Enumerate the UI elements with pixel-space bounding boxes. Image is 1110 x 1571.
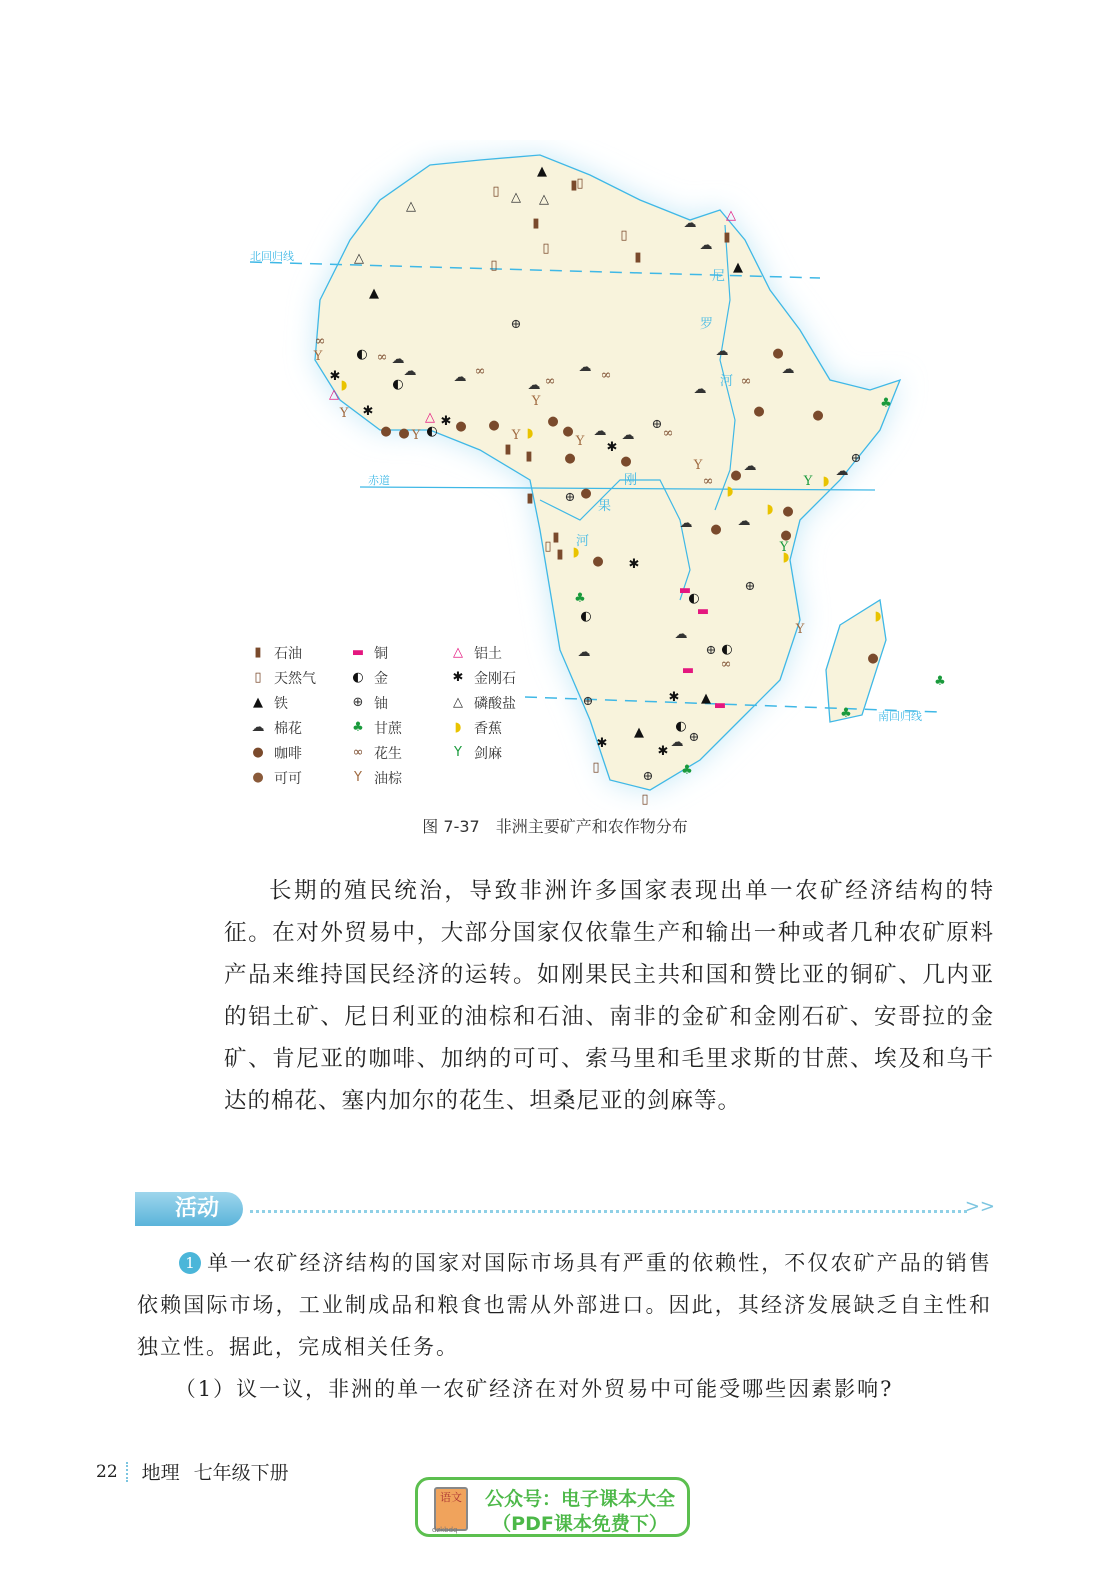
uranium-icon: ⊕ (642, 769, 654, 784)
oil-palm-icon: Y (693, 458, 703, 473)
legend-item-bauxite (450, 642, 550, 663)
bauxite-icon: △ (329, 387, 339, 402)
item-number-badge: 1 (179, 1252, 201, 1274)
coffee-icon: ● (592, 554, 604, 569)
coffee-icon: ● (620, 454, 632, 469)
congo-label-2: 果 (598, 499, 612, 514)
oil-palm-icon: Y (354, 770, 362, 785)
coffee-icon: ● (730, 468, 742, 483)
peanut-icon: ∞ (376, 350, 388, 365)
page-footer (96, 1458, 289, 1485)
sugarcane-icon: ♣ (880, 396, 892, 411)
copper-icon: ▬ (351, 645, 365, 660)
gold-icon: ◐ (392, 377, 404, 392)
natural-gas-icon: ▯ (544, 539, 552, 554)
legend-label: 可可 (274, 770, 302, 787)
oil-icon: ▮ (723, 230, 731, 245)
sisal-icon: Y (803, 474, 813, 489)
natural-gas-icon: ▯ (641, 792, 649, 807)
cotton-icon: ☁ (251, 720, 265, 735)
grade: 七年级下册 (193, 1462, 289, 1484)
diamond-icon: ✱ (452, 670, 464, 685)
oil-icon: ▮ (552, 530, 560, 545)
sisal-icon: Y (454, 745, 462, 760)
congo-label-3: 河 (576, 534, 590, 549)
body-paragraph: 长期的殖民统治，导致非洲许多国家表现出单一农矿经济结构的特征。在对外贸易中，大部分国家仅依靠生产和输出一种或者几种农矿原料产品来维持国民经济的运转。如刚果民主共和国和赞比亚的铜矿、几内亚的铝土矿、尼日利亚的油棕和石油、南非的金矿和金刚石矿、安哥拉的金矿、肯尼亚的咖啡、加纳的可可、索马里和毛里求斯的甘蔗、埃及和乌干达的棉花、塞内加尔的花生、坦桑尼亚的剑麻等。 (224, 878, 994, 1114)
oil-palm-icon: Y (531, 394, 541, 409)
cotton-icon: ☁ (699, 238, 713, 253)
book-icon: 语文 (434, 1487, 468, 1531)
uranium-icon: ⊕ (850, 451, 862, 466)
arrow-icon: >> (964, 1196, 995, 1217)
cotton-icon: ☁ (453, 370, 467, 385)
natural-gas-icon: ▯ (492, 184, 500, 199)
cocoa-icon: ● (252, 770, 264, 785)
uranium-icon: ⊕ (564, 490, 576, 505)
diamond-icon: ✱ (440, 414, 452, 429)
legend-item-peanut (350, 742, 450, 763)
bauxite-icon: △ (425, 410, 435, 425)
cotton-icon: ☁ (527, 378, 541, 393)
peanut-icon: ∞ (600, 368, 612, 383)
legend-item-copper (350, 642, 450, 663)
phosphate-icon: △ (539, 192, 549, 207)
gold-icon: ◐ (688, 591, 700, 606)
peanut-icon: ∞ (740, 374, 752, 389)
oil-icon: ▮ (504, 442, 512, 457)
oil-palm-icon: Y (511, 428, 521, 443)
phosphate-icon: △ (453, 695, 463, 710)
cotton-icon: ☁ (621, 428, 635, 443)
sugarcane-icon: ♣ (574, 591, 586, 606)
gold-icon: ◐ (721, 642, 733, 657)
coffee-icon: ● (753, 404, 765, 419)
legend-item-cotton (250, 717, 350, 738)
legend-item-sisal (450, 742, 550, 763)
legend-label: 油棕 (374, 770, 402, 787)
nile-label-1: 尼 (712, 269, 726, 284)
coffee-icon: ● (580, 486, 592, 501)
legend-label: 铝土 (474, 645, 502, 662)
activity-item-text: 单一农矿经济结构的国家对国际市场具有严重的依赖性，不仅农矿产品的销售依赖国际市场，工业制成品和粮食也需从外部进口。因此，其经济发展缺乏自主性和独立性。据此，完成相关任务。 (137, 1251, 992, 1359)
peanut-icon: ∞ (314, 334, 326, 349)
phosphate-icon: △ (511, 190, 521, 205)
legend-label: 甘蔗 (374, 720, 402, 737)
activity-question: （1）议一议，非洲的单一农矿经济在对外贸易中可能受哪些因素影响? (174, 1377, 894, 1401)
legend-label: 铀 (374, 695, 388, 712)
banana-icon: ◗ (782, 550, 790, 565)
iron-icon: ▲ (537, 164, 547, 179)
copper-icon: ▬ (713, 698, 727, 713)
bauxite-icon: △ (453, 645, 463, 660)
uranium-icon: ⊕ (688, 730, 700, 745)
legend-item-banana (450, 717, 550, 738)
legend-label: 铁 (274, 695, 288, 712)
phosphate-icon: △ (354, 251, 364, 266)
sisal-icon: Y (779, 540, 789, 555)
banana-icon: ◗ (454, 720, 462, 735)
diamond-icon: ✱ (329, 369, 341, 384)
legend-label: 咖啡 (274, 745, 302, 762)
gold-icon: ◐ (356, 347, 368, 362)
tropic-cancer-label: 北回归线 (250, 250, 294, 263)
legend-label: 棉花 (274, 720, 302, 737)
activity-header (135, 1192, 995, 1228)
legend-label: 金 (374, 670, 388, 687)
oil-palm-icon: Y (339, 406, 349, 421)
tropic-capricorn-label: 南回归线 (878, 710, 922, 723)
oil-icon: ▮ (532, 216, 540, 231)
legend-item-diamond (450, 667, 550, 688)
coffee-icon: ● (562, 424, 574, 439)
peanut-icon: ∞ (702, 474, 714, 489)
cotton-icon: ☁ (391, 352, 405, 367)
legend-label: 天然气 (274, 670, 316, 687)
uranium-icon: ⊕ (651, 417, 663, 432)
subject: 地理 (141, 1462, 180, 1484)
legend-item-uranium (350, 692, 450, 713)
uranium-icon: ⊕ (510, 317, 522, 332)
coffee-icon: ● (564, 451, 576, 466)
coffee-icon: ● (710, 522, 722, 537)
uranium-icon: ⊕ (705, 643, 717, 658)
map-legend (250, 642, 550, 788)
activity-badge: 活动 (135, 1192, 243, 1226)
cotton-icon: ☁ (737, 514, 751, 529)
legend-label: 香蕉 (474, 720, 502, 737)
sugarcane-icon: ♣ (681, 763, 693, 778)
oil-icon: ▮ (634, 250, 642, 265)
peanut-icon: ∞ (352, 745, 364, 760)
cotton-icon: ☁ (593, 424, 607, 439)
copper-icon: ▬ (696, 604, 710, 619)
natural-gas-icon: ▯ (576, 176, 584, 191)
cotton-icon: ☁ (693, 382, 707, 397)
peanut-icon: ∞ (474, 364, 486, 379)
iron-icon: ▲ (634, 725, 644, 740)
oil-palm-icon: Y (411, 428, 421, 443)
natural-gas-icon: ▯ (592, 760, 600, 775)
copper-icon: ▬ (681, 663, 695, 678)
diamond-icon: ✱ (596, 736, 608, 751)
uranium-icon: ⊕ (582, 694, 594, 709)
oil-icon: ▮ (526, 491, 534, 506)
watermark-banner (415, 1477, 690, 1537)
cotton-icon: ☁ (781, 362, 795, 377)
uranium-icon: ⊕ (352, 695, 364, 710)
banana-icon: ◗ (340, 378, 348, 393)
gold-icon: ◐ (426, 424, 438, 439)
coffee-icon: ● (252, 745, 264, 760)
copper-icon: ▬ (678, 583, 692, 598)
oil-icon: ▮ (556, 547, 564, 562)
coffee-icon: ● (488, 418, 500, 433)
coffee-icon: ● (455, 419, 467, 434)
legend-item-phosphate (450, 692, 550, 713)
diamond-icon: ✱ (606, 440, 618, 455)
coffee-icon: ● (867, 651, 879, 666)
natural-gas-icon: ▯ (542, 241, 550, 256)
gold-icon: ◐ (352, 670, 364, 685)
watermark-line1: 公众号：电子课本大全 (484, 1488, 675, 1510)
congo-label-1: 刚 (624, 473, 638, 488)
legend-label: 磷酸盐 (474, 695, 516, 712)
figure-caption: 图 7-37 非洲主要矿产和农作物分布 (422, 817, 688, 836)
oil-icon: ▮ (570, 178, 578, 193)
legend-item-natural-gas (250, 667, 350, 688)
oil-palm-icon: Y (795, 622, 805, 637)
oil-palm-icon: Y (575, 434, 585, 449)
nile-label-2: 罗 (700, 317, 714, 332)
banana-icon: ◗ (874, 609, 882, 624)
oil-icon: ▮ (254, 645, 262, 660)
natural-gas-icon: ▯ (620, 228, 628, 243)
legend-label: 石油 (274, 645, 302, 662)
cotton-icon: ☁ (577, 645, 591, 660)
cotton-icon: ☁ (743, 459, 757, 474)
peanut-icon: ∞ (662, 426, 674, 441)
iron-icon: ▲ (369, 286, 379, 301)
activity-content (137, 1242, 992, 1410)
gold-icon: ◐ (580, 609, 592, 624)
page-number: 22 (96, 1462, 128, 1482)
diamond-icon: ✱ (362, 404, 374, 419)
diamond-icon: ✱ (628, 557, 640, 572)
peanut-icon: ∞ (544, 374, 556, 389)
legend-item-cocoa (250, 767, 350, 788)
legend-label: 铜 (374, 645, 388, 662)
natural-gas-icon: ▯ (490, 258, 498, 273)
sugarcane-icon: ♣ (934, 674, 946, 689)
cotton-icon: ☁ (715, 344, 729, 359)
equator-label: 赤道 (368, 474, 390, 487)
coffee-icon: ● (380, 424, 392, 439)
nile-label-3: 河 (720, 374, 734, 389)
cotton-icon: ☁ (403, 364, 417, 379)
activity-item (137, 1242, 992, 1368)
oil-palm-icon: Y (313, 349, 323, 364)
phosphate-icon: △ (406, 199, 416, 214)
coffee-icon: ● (812, 408, 824, 423)
sugarcane-icon: ♣ (840, 706, 852, 721)
legend-item-sugarcane (350, 717, 450, 738)
banana-icon: ◗ (766, 502, 774, 517)
cotton-icon: ☁ (578, 360, 592, 375)
banana-icon: ◗ (572, 545, 580, 560)
uranium-icon: ⊕ (744, 579, 756, 594)
banana-icon: ◗ (526, 426, 534, 441)
diamond-icon: ✱ (668, 690, 680, 705)
cotton-icon: ☁ (679, 516, 693, 531)
coffee-icon: ● (398, 426, 410, 441)
coffee-icon: ● (782, 504, 794, 519)
legend-item-coffee (250, 742, 350, 763)
gold-icon: ◐ (675, 719, 687, 734)
legend-item-gold (350, 667, 450, 688)
legend-item-oil-palm (350, 767, 450, 788)
legend-label: 剑麻 (474, 745, 502, 762)
banana-icon: ◗ (822, 474, 830, 489)
iron-icon: ▲ (733, 260, 743, 275)
watermark-small: dzkbdq (432, 1526, 458, 1534)
coffee-icon: ● (772, 346, 784, 361)
bauxite-icon: △ (726, 208, 736, 223)
sugarcane-icon: ♣ (352, 720, 364, 735)
cotton-icon: ☁ (835, 464, 849, 479)
peanut-icon: ∞ (720, 657, 732, 672)
iron-icon: ▲ (253, 695, 263, 710)
dotted-divider (250, 1210, 967, 1213)
diamond-icon: ✱ (657, 744, 669, 759)
iron-icon: ▲ (701, 691, 711, 706)
coffee-icon: ● (780, 528, 792, 543)
banana-icon: ◗ (726, 484, 734, 499)
oil-icon: ▮ (525, 449, 533, 464)
legend-item-iron (250, 692, 350, 713)
natural-gas-icon: ▯ (254, 670, 262, 685)
cotton-icon: ☁ (674, 627, 688, 642)
cotton-icon: ☁ (683, 216, 697, 231)
watermark-line2: （PDF课本免费下） (492, 1513, 668, 1535)
legend-label: 花生 (374, 745, 402, 762)
legend-item-oil (250, 642, 350, 663)
cotton-icon: ☁ (670, 735, 684, 750)
coffee-icon: ● (547, 414, 559, 429)
legend-label: 金刚石 (474, 670, 516, 687)
